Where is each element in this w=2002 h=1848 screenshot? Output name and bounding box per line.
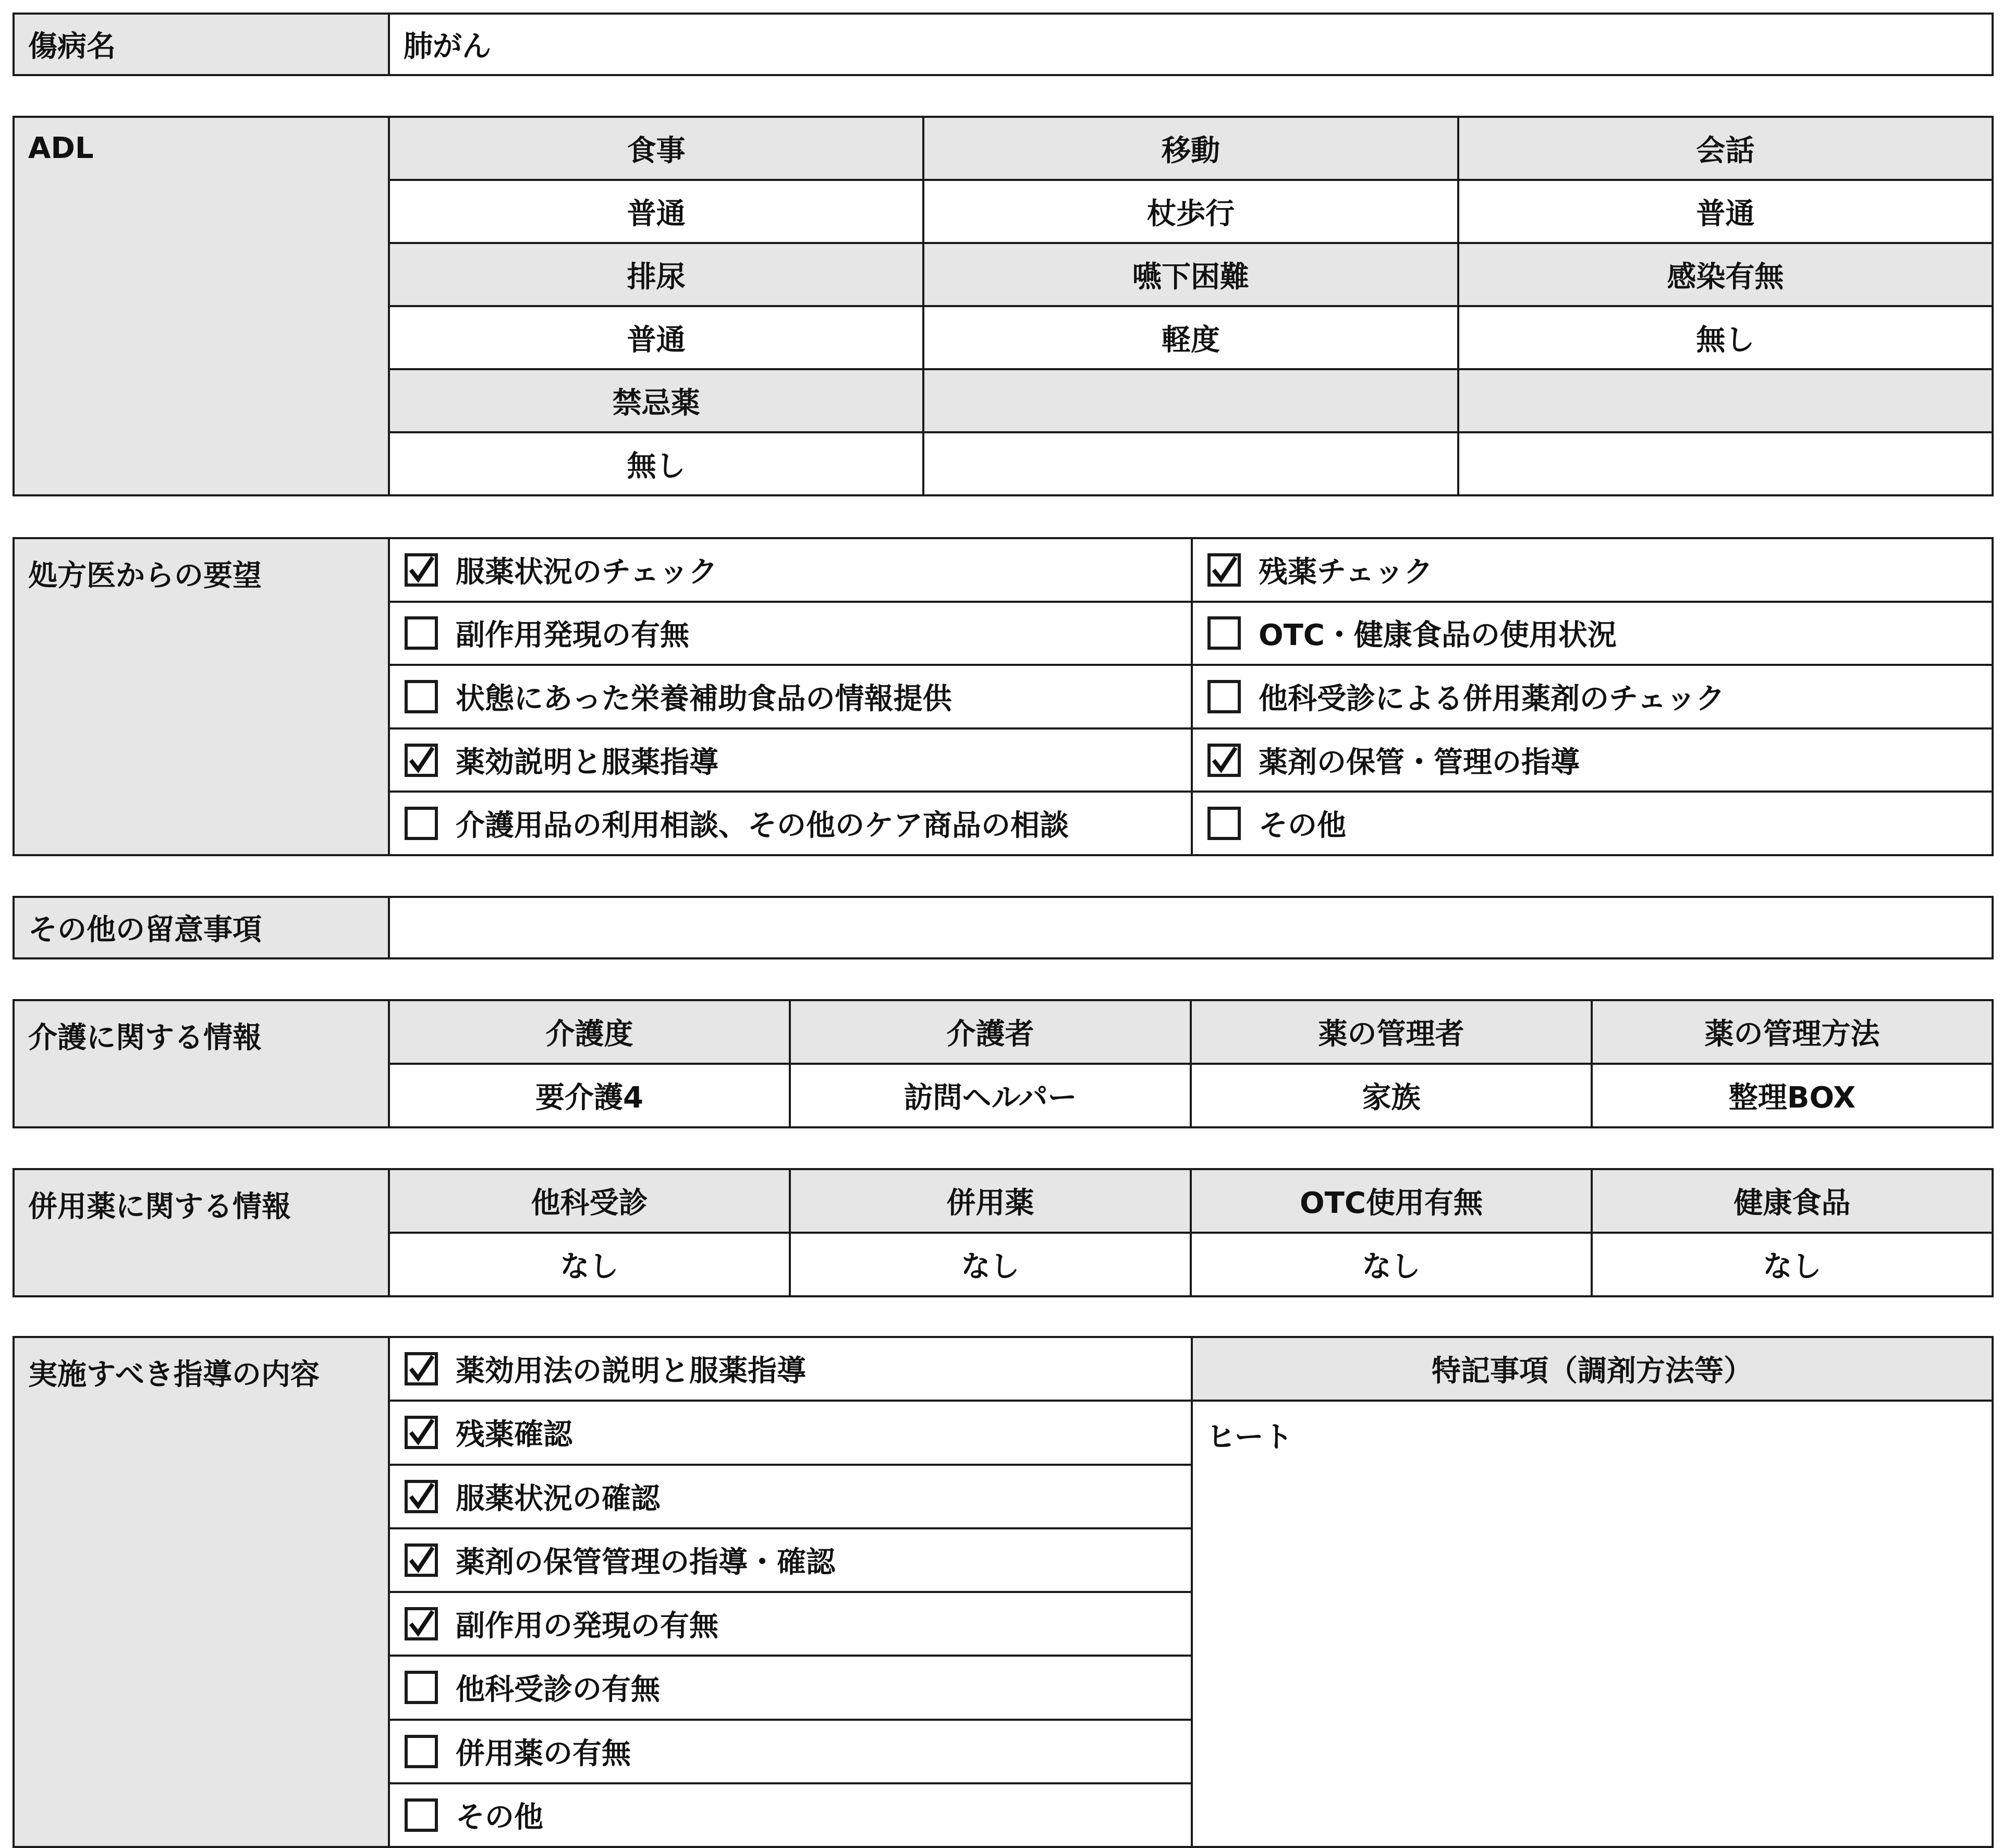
notes-header: 特記事項（調剤方法等） (1192, 1337, 1993, 1401)
concomitant-info-label: 併用薬に関する情報 (14, 1169, 389, 1296)
checkbox-label: 他科受診の有無 (456, 1673, 660, 1707)
guidance-item (389, 1401, 1192, 1464)
checkbox[interactable] (1207, 744, 1241, 777)
checkbox[interactable] (405, 807, 438, 840)
care-info-label: 介護に関する情報 (14, 1000, 389, 1127)
concomitant-info-value: なし (790, 1233, 1191, 1296)
care-info-value: 整理BOX (1592, 1064, 1993, 1127)
checkbox-label: 他科受診による併用薬剤のチェック (1259, 682, 1725, 716)
guidance-item (389, 1528, 1192, 1592)
checkbox[interactable] (405, 1798, 438, 1832)
checkbox[interactable] (405, 1607, 438, 1640)
adl-cell (923, 432, 1458, 495)
notes-value[interactable]: ヒート (1192, 1401, 1993, 1847)
checkbox[interactable] (405, 1671, 438, 1704)
checkbox-label: 服薬状況の確認 (456, 1481, 660, 1516)
adl-cell (1458, 432, 1993, 495)
checkbox[interactable] (405, 1543, 438, 1577)
concomitant-info-header: OTC使用有無 (1191, 1169, 1592, 1233)
adl-cell: 嚥下困難 (923, 243, 1458, 306)
checkbox[interactable] (1207, 807, 1241, 840)
guidance-label: 実施すべき指導の内容 (14, 1337, 389, 1847)
adl-cell: 杖歩行 (923, 180, 1458, 243)
checkbox-label: 服薬状況のチェック (456, 555, 718, 589)
checkbox[interactable] (1207, 680, 1241, 713)
checkbox[interactable] (1207, 553, 1241, 587)
checkbox-label: その他 (1259, 809, 1346, 843)
checkbox[interactable] (405, 616, 438, 650)
concomitant-info-header: 健康食品 (1592, 1169, 1993, 1233)
other-notes-label: その他の留意事項 (14, 897, 389, 958)
checkbox-label: 副作用発現の有無 (456, 618, 689, 653)
checkbox-label: その他 (456, 1800, 543, 1834)
checkbox[interactable] (405, 1352, 438, 1385)
disease-label: 傷病名 (14, 14, 389, 75)
checkbox-label: 薬効説明と服薬指導 (456, 745, 718, 780)
checkbox[interactable] (405, 553, 438, 587)
care-info-value: 要介護4 (389, 1064, 790, 1127)
request-cell (1192, 728, 1993, 792)
care-info-header: 介護者 (790, 1000, 1191, 1064)
checkbox[interactable] (405, 744, 438, 777)
doctor-requests-label: 処方医からの要望 (14, 538, 389, 855)
request-cell (1192, 665, 1993, 728)
concomitant-info-header: 他科受診 (389, 1169, 790, 1233)
adl-cell: 普通 (389, 306, 923, 369)
request-cell (1192, 538, 1993, 602)
request-cell (389, 665, 1192, 728)
adl-cell: 軽度 (923, 306, 1458, 369)
guidance-item (389, 1656, 1192, 1719)
checkbox-label: OTC・健康食品の使用状況 (1259, 618, 1617, 653)
adl-cell (1458, 369, 1993, 432)
checkbox-label: 併用薬の有無 (456, 1736, 631, 1771)
adl-cell: 移動 (923, 117, 1458, 180)
checkbox[interactable] (405, 1480, 438, 1513)
adl-cell (923, 369, 1458, 432)
guidance-item (389, 1337, 1192, 1401)
checkbox[interactable] (405, 680, 438, 713)
disease-section (13, 13, 1994, 76)
checkbox-label: 薬剤の保管・管理の指導 (1259, 745, 1580, 780)
care-info-value: 訪問ヘルパー (790, 1064, 1191, 1127)
adl-cell: 会話 (1458, 117, 1993, 180)
adl-cell: 普通 (389, 180, 923, 243)
checkbox[interactable] (1207, 616, 1241, 650)
request-cell (389, 538, 1192, 602)
other-notes-value[interactable] (389, 897, 1993, 958)
concomitant-info-header: 併用薬 (790, 1169, 1191, 1233)
guidance-item (389, 1592, 1192, 1656)
checkbox-label: 状態にあった栄養補助食品の情報提供 (456, 682, 952, 716)
adl-section (13, 116, 1994, 496)
checkbox-label: 介護用品の利用相談、その他のケア商品の相談 (456, 809, 1069, 843)
guidance-item (389, 1720, 1192, 1783)
checkbox-label: 副作用の発現の有無 (456, 1609, 718, 1644)
care-info-section (13, 999, 1994, 1128)
guidance-item (389, 1783, 1192, 1847)
request-cell (389, 728, 1192, 792)
checkbox[interactable] (405, 1735, 438, 1768)
adl-cell: 排尿 (389, 243, 923, 306)
checkbox-label: 薬効用法の説明と服薬指導 (456, 1354, 806, 1389)
adl-cell: 無し (1458, 306, 1993, 369)
request-cell (389, 602, 1192, 665)
other-notes-section (13, 896, 1994, 959)
request-cell (389, 792, 1192, 855)
checkbox[interactable] (405, 1416, 438, 1449)
request-cell (1192, 792, 1993, 855)
adl-cell: 食事 (389, 117, 923, 180)
disease-value: 肺がん (389, 14, 1993, 75)
adl-label: ADL (14, 117, 389, 495)
care-info-value: 家族 (1191, 1064, 1592, 1127)
care-info-header: 介護度 (389, 1000, 790, 1064)
guidance-section (13, 1336, 1994, 1848)
checkbox-label: 薬剤の保管管理の指導・確認 (456, 1545, 835, 1579)
care-info-header: 薬の管理方法 (1592, 1000, 1993, 1064)
concomitant-info-value: なし (389, 1233, 790, 1296)
care-info-header: 薬の管理者 (1191, 1000, 1592, 1064)
checkbox-label: 残薬チェック (1259, 555, 1433, 589)
guidance-item (389, 1465, 1192, 1528)
adl-cell: 無し (389, 432, 923, 495)
adl-cell: 普通 (1458, 180, 1993, 243)
adl-cell: 禁忌薬 (389, 369, 923, 432)
concomitant-info-section (13, 1168, 1994, 1297)
concomitant-info-value: なし (1592, 1233, 1993, 1296)
adl-cell: 感染有無 (1458, 243, 1993, 306)
checkbox-label: 残薬確認 (456, 1418, 572, 1452)
request-cell (1192, 602, 1993, 665)
doctor-requests-section (13, 537, 1994, 856)
concomitant-info-value: なし (1191, 1233, 1592, 1296)
